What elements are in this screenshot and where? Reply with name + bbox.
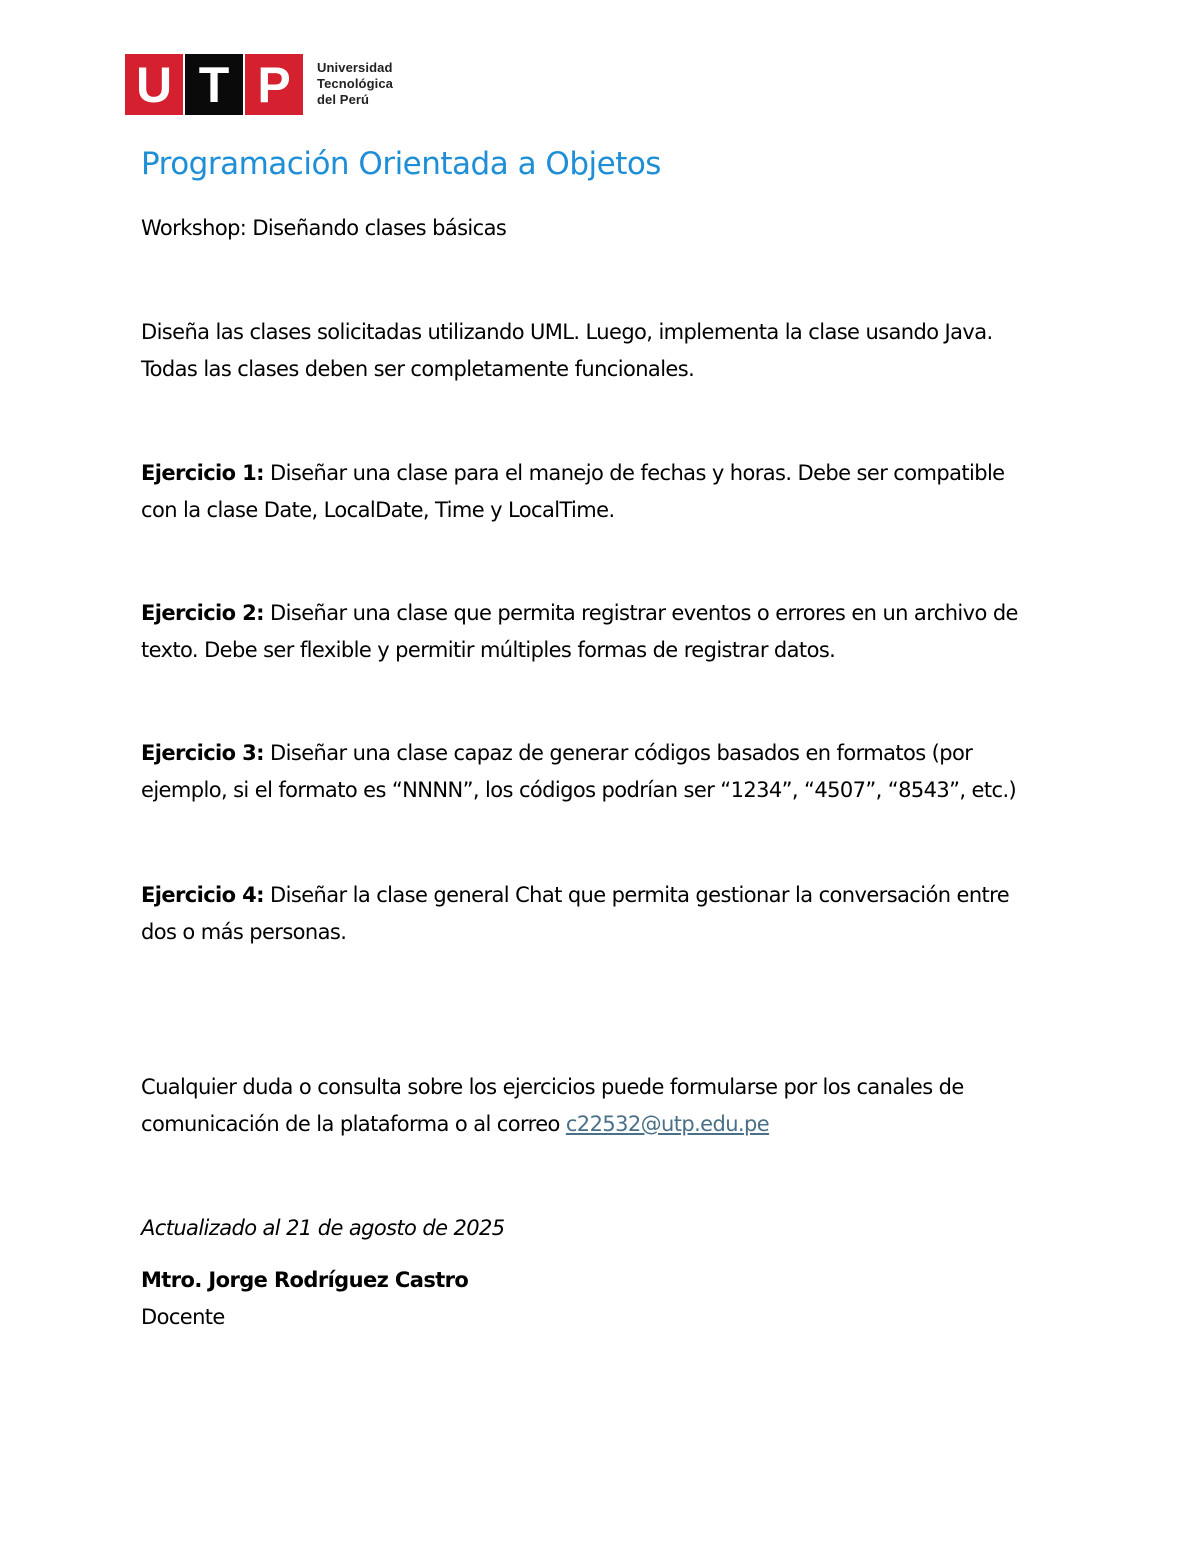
exercise-3	[141, 735, 1016, 809]
exercise-label: Ejercicio 3:	[141, 741, 264, 765]
contact-line: Cualquier duda o consulta sobre los ejercicios puede formularse por los canales de	[141, 1075, 964, 1099]
logo-name-line: Tecnológica	[317, 76, 393, 91]
signature-block	[141, 1262, 468, 1336]
exercise-line: con la clase Date, LocalDate, Time y LocalTime.	[141, 498, 615, 522]
intro-paragraph	[141, 314, 993, 388]
contact-line	[141, 1106, 964, 1143]
contact-paragraph	[141, 1069, 964, 1143]
exercise-label: Ejercicio 1:	[141, 461, 264, 485]
signature-name: Mtro. Jorge Rodríguez Castro	[141, 1268, 469, 1292]
exercise-line	[141, 595, 1018, 632]
logo-letter-t: T	[185, 54, 243, 115]
logo-name-line: Universidad	[317, 60, 393, 75]
exercise-line: dos o más personas.	[141, 920, 347, 944]
exercise-line	[141, 877, 1009, 914]
intro-line: Diseña las clases solicitadas utilizando UML. Luego, implementa la clase usando Java.	[141, 320, 993, 344]
exercise-text: Diseñar una clase capaz de generar códigos basados en formatos (por	[263, 741, 973, 765]
signature-role: Docente	[141, 1305, 225, 1329]
exercise-text: Diseñar una clase para el manejo de fechas y horas. Debe ser compatible	[263, 461, 1005, 485]
page-title: Programación Orientada a Objetos	[141, 146, 661, 182]
exercise-line: texto. Debe ser flexible y permitir múltiples formas de registrar datos.	[141, 638, 836, 662]
contact-text: comunicación de la plataforma o al correo	[141, 1112, 566, 1136]
updated-date: Actualizado al 21 de agosto de 2025	[141, 1216, 505, 1240]
exercise-text: Diseñar la clase general Chat que permita gestionar la conversación entre	[263, 883, 1010, 907]
exercise-1	[141, 455, 1005, 529]
exercise-line	[141, 455, 1005, 492]
exercise-text: Diseñar una clase que permita registrar eventos o errores en un archivo de	[263, 601, 1018, 625]
logo-name-line: del Perú	[317, 92, 370, 107]
utp-logo	[125, 54, 393, 115]
exercise-line: ejemplo, si el formato es “NNNN”, los códigos podrían ser “1234”, “4507”, “8543”, etc.)	[141, 778, 1017, 802]
exercise-4	[141, 877, 1009, 951]
logo-letter-u: U	[125, 54, 183, 115]
exercise-2	[141, 595, 1018, 669]
email-link[interactable]: c22532@utp.edu.pe	[565, 1112, 770, 1136]
logo-university-name	[317, 60, 393, 108]
workshop-subtitle: Workshop: Diseñando clases básicas	[141, 216, 507, 240]
exercise-line	[141, 735, 1016, 772]
logo-letter-p: P	[245, 54, 303, 115]
exercise-label: Ejercicio 2:	[141, 601, 264, 625]
exercise-label: Ejercicio 4:	[141, 883, 264, 907]
intro-line: Todas las clases deben ser completamente funcionales.	[141, 357, 695, 381]
